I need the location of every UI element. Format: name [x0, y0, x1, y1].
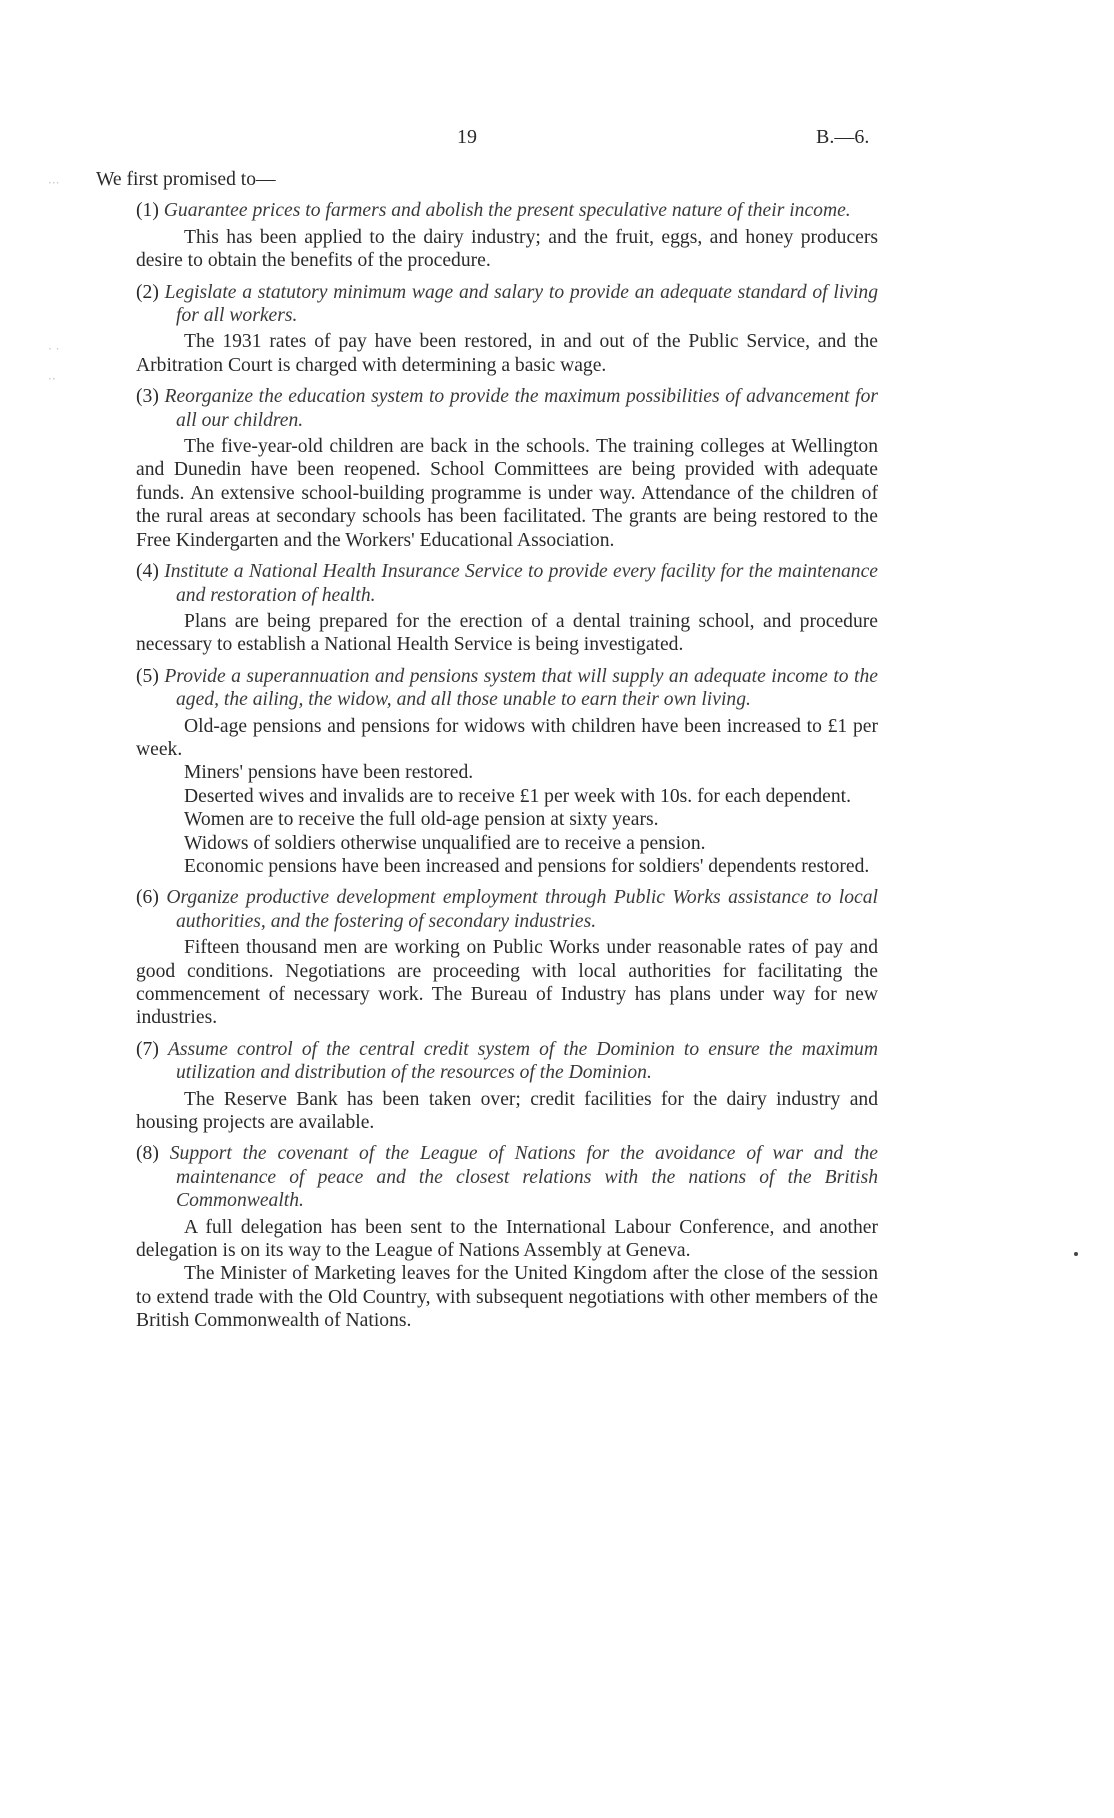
item-paragraph: A full delegation has been sent to the International Labour Conference, and another delegation is on its way to the League of Nations Assembly at Geneva. — [136, 1216, 878, 1262]
item-promise: Assume control of the central credit system of the Dominion to ensure the maximum utilization and distribution of the resources of the Dominion. — [167, 1038, 878, 1084]
promise-item — [136, 665, 878, 879]
promise-item — [136, 886, 878, 1029]
item-paragraph: Plans are being prepared for the erection of a dental training school, and procedure necessary to establish a National Health Service is being investigated. — [136, 610, 878, 656]
bleed-through-mark: ·· — [48, 372, 56, 386]
item-paragraph: Miners' pensions have been restored. — [184, 762, 474, 784]
item-paragraph: Women are to receive the full old-age pension at sixty years. — [184, 809, 659, 831]
item-promise: Organize productive development employment through Public Works assistance to local authorities, and the fostering of secondary industries. — [166, 887, 878, 932]
scan-speck — [1074, 1252, 1078, 1256]
item-paragraph: Widows of soldiers otherwise unqualified are to receive a pension. — [184, 832, 706, 854]
item-number: (8) — [136, 1143, 159, 1165]
promise-item — [136, 385, 878, 552]
item-paragraph: Old-age pensions and pensions for widows with children have been increased to £1 per week. — [136, 715, 878, 760]
item-number: (4) — [136, 561, 159, 583]
promise-item — [136, 560, 878, 657]
item-paragraph: Deserted wives and invalids are to receive £1 per week with 10s. for each dependent. — [184, 785, 852, 807]
item-number: (5) — [136, 665, 159, 687]
item-number: (7) — [136, 1038, 159, 1060]
item-paragraph: The Reserve Bank has been taken over; credit facilities for the dairy industry and housing projects are available. — [136, 1088, 878, 1134]
item-promise: Support the covenant of the League of Nations for the avoidance of war and the maintenance of peace and the closest relations with the nations of the British Commonwealth. — [169, 1143, 878, 1212]
intro-line: We first promised to— — [96, 169, 276, 190]
item-paragraph: Economic pensions have been increased and pensions for soldiers' dependents restored. — [184, 855, 870, 877]
promise-item — [136, 1038, 878, 1135]
item-promise: Provide a superannuation and pensions system that will supply an adequate income to the aged, the ailing, the widow, and all those unable to earn their own living. — [164, 665, 878, 711]
document-reference: B.—6. — [816, 126, 870, 148]
item-number: (3) — [136, 386, 159, 408]
item-number: (2) — [136, 281, 159, 303]
item-paragraph: This has been applied to the dairy industry; and the fruit, eggs, and honey producers desire to obtain the benefits of the procedure. — [136, 226, 878, 272]
item-paragraph: The Minister of Marketing leaves for the United Kingdom after the close of the session to extend trade with the Old Country, with subsequent negotiations with other members of the British Commonwealth of Nations. — [136, 1263, 878, 1332]
item-promise: Guarantee prices to farmers and abolish the present speculative nature of their income. — [163, 200, 851, 222]
item-promise: Legislate a statutory minimum wage and salary to provide an adequate standard of living for all workers. — [164, 281, 878, 327]
promise-item — [136, 199, 878, 272]
page-number: 19 — [457, 126, 477, 148]
promise-item — [136, 1142, 878, 1332]
bleed-through-mark: ··· — [48, 176, 60, 190]
item-promise: Institute a National Health Insurance Service to provide every facility for the maintenance and restoration of health. — [164, 561, 878, 606]
document-body — [96, 168, 878, 1333]
item-number: (1) — [136, 200, 159, 222]
item-paragraph: The five-year-old children are back in the schools. The training colleges at Wellington and Dunedin have been reopened. School Committees are being provided with adequate funds. An extensive school-building programme is under way. Attendance of the children of the rural areas at secondary schools has been facilitated. The grants are being restored to the Free Kindergarten and the Workers' Educational Association. — [136, 436, 878, 551]
item-paragraph: Fifteen thousand men are working on Public Works under reasonable rates of pay and good conditions. Negotiations are proceeding with local authorities for facilitating the commencement of necessary work. The Bureau of Industry has plans under way for new industries. — [136, 937, 878, 1029]
item-number: (6) — [136, 887, 159, 909]
page-header — [0, 126, 1114, 156]
bleed-through-mark: · · — [48, 342, 60, 356]
item-promise: Reorganize the education system to provide the maximum possibilities of advancement for all our children. — [164, 386, 878, 431]
item-paragraph: The 1931 rates of pay have been restored, in and out of the Public Service, and the Arbitration Court is charged with determining a basic wage. — [136, 331, 878, 376]
promise-item — [136, 281, 878, 378]
